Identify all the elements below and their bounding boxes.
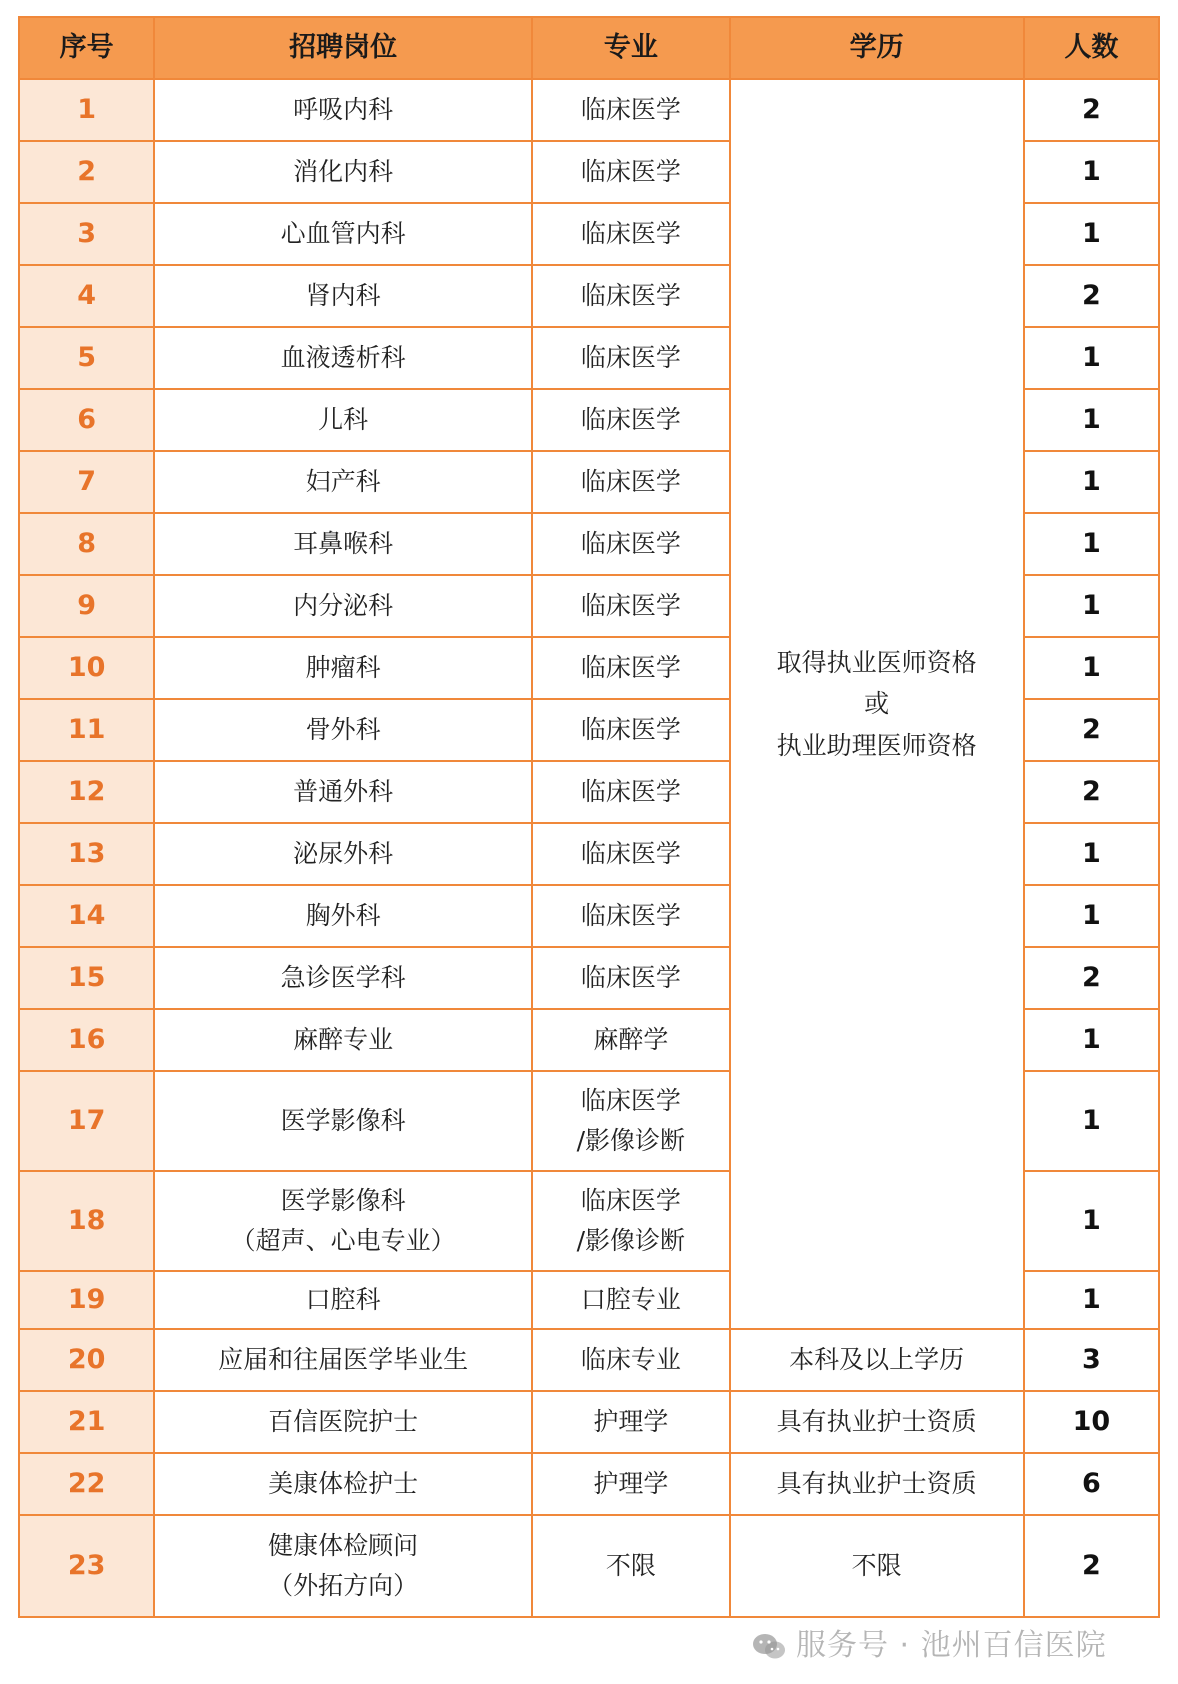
cell-major [532, 327, 730, 389]
cell-major [532, 389, 730, 451]
cell-major-line: 护理学 [593, 1407, 669, 1436]
table-row [19, 1329, 1159, 1391]
cell-no: 7 [19, 451, 154, 513]
cell-major-line: 临床医学 [580, 467, 681, 496]
cell-count: 1 [1024, 823, 1159, 885]
cell-count: 2 [1024, 1515, 1159, 1617]
cell-no: 6 [19, 389, 154, 451]
header-post: 招聘岗位 [154, 17, 532, 79]
cell-post-line: （外拓方向） [268, 1571, 419, 1600]
cell-major-line: 临床医学 [580, 653, 681, 682]
header-no: 序号 [19, 17, 154, 79]
cell-major-line: 临床医学 [580, 157, 681, 186]
cell-post-line: 肾内科 [305, 281, 381, 310]
cell-major-line: 临床医学 [580, 839, 681, 868]
cell-post [154, 1171, 532, 1271]
header-education: 学历 [730, 17, 1024, 79]
cell-post-line: 血液透析科 [280, 343, 406, 372]
cell-post [154, 203, 532, 265]
cell-post-line: 美康体检护士 [268, 1469, 419, 1498]
cell-count: 1 [1024, 451, 1159, 513]
cell-major [532, 1171, 730, 1271]
cell-post-line: 耳鼻喉科 [293, 529, 394, 558]
cell-education-merged [730, 79, 1024, 1329]
cell-count: 1 [1024, 1171, 1159, 1271]
cell-major [532, 1453, 730, 1515]
table-row [19, 79, 1159, 141]
cell-major [532, 947, 730, 1009]
cell-post [154, 1515, 532, 1617]
cell-post-line: 百信医院护士 [268, 1407, 419, 1436]
cell-no: 14 [19, 885, 154, 947]
cell-post [154, 823, 532, 885]
cell-post [154, 575, 532, 637]
cell-post-line: 泌尿外科 [293, 839, 394, 868]
cell-major [532, 885, 730, 947]
cell-post-line: 急诊医学科 [280, 963, 406, 992]
cell-post [154, 389, 532, 451]
header-count: 人数 [1024, 17, 1159, 79]
cell-post [154, 327, 532, 389]
cell-post [154, 1391, 532, 1453]
cell-post [154, 1271, 532, 1329]
cell-major [532, 513, 730, 575]
cell-post [154, 761, 532, 823]
cell-major-line: 临床医学 [580, 1186, 681, 1215]
cell-count: 1 [1024, 141, 1159, 203]
cell-education-merged-line: 取得执业医师资格 [776, 648, 977, 678]
cell-post-line: 儿科 [318, 405, 369, 434]
cell-post-line: 呼吸内科 [293, 95, 394, 124]
cell-post [154, 947, 532, 1009]
cell-post-line: 医学影像科 [280, 1186, 406, 1215]
cell-major [532, 141, 730, 203]
cell-no: 2 [19, 141, 154, 203]
cell-post [154, 79, 532, 141]
cell-major [532, 1329, 730, 1391]
table-row [19, 1515, 1159, 1617]
cell-no: 11 [19, 699, 154, 761]
cell-major-line: /影像诊断 [576, 1226, 686, 1255]
cell-no: 12 [19, 761, 154, 823]
cell-major-line: 临床医学 [580, 95, 681, 124]
cell-no: 8 [19, 513, 154, 575]
cell-education: 具有执业护士资质 [730, 1391, 1024, 1453]
cell-major [532, 637, 730, 699]
cell-count: 6 [1024, 1453, 1159, 1515]
cell-no: 10 [19, 637, 154, 699]
cell-education-merged-line: 执业助理医师资格 [776, 730, 977, 760]
cell-major-line: 临床医学 [580, 777, 681, 806]
cell-count: 2 [1024, 947, 1159, 1009]
wechat-icon [752, 1633, 786, 1661]
cell-no: 15 [19, 947, 154, 1009]
cell-post [154, 1009, 532, 1071]
cell-no: 22 [19, 1453, 154, 1515]
cell-major-line: 临床专业 [580, 1345, 681, 1374]
watermark [752, 1620, 1107, 1664]
cell-no: 16 [19, 1009, 154, 1071]
cell-post-line: 胸外科 [305, 901, 381, 930]
cell-count: 1 [1024, 637, 1159, 699]
cell-major-line: 临床医学 [580, 715, 681, 744]
cell-major-line: 临床医学 [580, 219, 681, 248]
cell-post [154, 451, 532, 513]
cell-post-line: 骨外科 [305, 715, 381, 744]
cell-count: 1 [1024, 389, 1159, 451]
cell-no: 19 [19, 1271, 154, 1329]
cell-major [532, 451, 730, 513]
cell-count: 2 [1024, 265, 1159, 327]
cell-post-line: 肿瘤科 [305, 653, 381, 682]
cell-no: 17 [19, 1071, 154, 1171]
cell-count: 1 [1024, 575, 1159, 637]
cell-post [154, 1071, 532, 1171]
cell-major [532, 1515, 730, 1617]
cell-major-line: 临床医学 [580, 343, 681, 372]
cell-major-line: 临床医学 [580, 405, 681, 434]
cell-post [154, 265, 532, 327]
cell-post-line: 应届和往届医学毕业生 [218, 1345, 469, 1374]
cell-post-line: 普通外科 [293, 777, 394, 806]
cell-major [532, 1071, 730, 1171]
cell-no: 5 [19, 327, 154, 389]
cell-count: 2 [1024, 699, 1159, 761]
cell-count: 1 [1024, 1071, 1159, 1171]
cell-count: 10 [1024, 1391, 1159, 1453]
cell-major-line: 临床医学 [580, 529, 681, 558]
header-row [19, 17, 1159, 79]
table-row [19, 1453, 1159, 1515]
cell-major-line: 不限 [605, 1551, 656, 1580]
cell-major-line: 临床医学 [580, 591, 681, 620]
cell-post [154, 699, 532, 761]
cell-count: 1 [1024, 1009, 1159, 1071]
cell-major [532, 575, 730, 637]
cell-post [154, 1453, 532, 1515]
cell-major-line: 临床医学 [580, 281, 681, 310]
cell-post-line: 口腔科 [305, 1285, 381, 1314]
cell-post-line: 麻醉专业 [293, 1025, 394, 1054]
cell-post-line: 妇产科 [305, 467, 381, 496]
cell-no: 4 [19, 265, 154, 327]
cell-no: 9 [19, 575, 154, 637]
cell-no: 3 [19, 203, 154, 265]
cell-post [154, 637, 532, 699]
cell-count: 3 [1024, 1329, 1159, 1391]
cell-no: 13 [19, 823, 154, 885]
cell-education: 具有执业护士资质 [730, 1453, 1024, 1515]
cell-major [532, 203, 730, 265]
cell-major [532, 761, 730, 823]
table-row [19, 1391, 1159, 1453]
cell-major [532, 699, 730, 761]
cell-no: 23 [19, 1515, 154, 1617]
cell-education-merged-line: 或 [864, 689, 890, 719]
cell-major [532, 79, 730, 141]
cell-count: 1 [1024, 1271, 1159, 1329]
cell-post-line: 心血管内科 [280, 219, 406, 248]
cell-major [532, 1391, 730, 1453]
cell-post-line: 内分泌科 [293, 591, 394, 620]
watermark-text: 服务号 · 池州百信医院 [796, 1628, 1107, 1663]
cell-major-line: 护理学 [593, 1469, 669, 1498]
cell-major-line: 临床医学 [580, 901, 681, 930]
cell-major-line: 麻醉学 [593, 1025, 669, 1054]
cell-education: 本科及以上学历 [730, 1329, 1024, 1391]
cell-post-line: （超声、心电专业） [230, 1226, 456, 1255]
cell-no: 1 [19, 79, 154, 141]
header-major: 专业 [532, 17, 730, 79]
cell-post [154, 141, 532, 203]
cell-major [532, 265, 730, 327]
cell-no: 20 [19, 1329, 154, 1391]
cell-count: 1 [1024, 513, 1159, 575]
cell-major-line: /影像诊断 [576, 1126, 686, 1155]
cell-post-line: 健康体检顾问 [268, 1531, 419, 1560]
cell-major-line: 临床医学 [580, 1086, 681, 1115]
cell-major [532, 1009, 730, 1071]
cell-major [532, 823, 730, 885]
cell-major-line: 临床医学 [580, 963, 681, 992]
recruitment-table [18, 16, 1160, 1618]
cell-count: 1 [1024, 203, 1159, 265]
cell-post [154, 513, 532, 575]
cell-major [532, 1271, 730, 1329]
cell-education: 不限 [730, 1515, 1024, 1617]
cell-count: 1 [1024, 327, 1159, 389]
cell-no: 18 [19, 1171, 154, 1271]
cell-post [154, 885, 532, 947]
cell-post-line: 医学影像科 [280, 1106, 406, 1135]
cell-no: 21 [19, 1391, 154, 1453]
cell-post-line: 消化内科 [293, 157, 394, 186]
cell-count: 2 [1024, 761, 1159, 823]
cell-major-line: 口腔专业 [580, 1285, 681, 1314]
cell-count: 1 [1024, 885, 1159, 947]
cell-post [154, 1329, 532, 1391]
cell-count: 2 [1024, 79, 1159, 141]
